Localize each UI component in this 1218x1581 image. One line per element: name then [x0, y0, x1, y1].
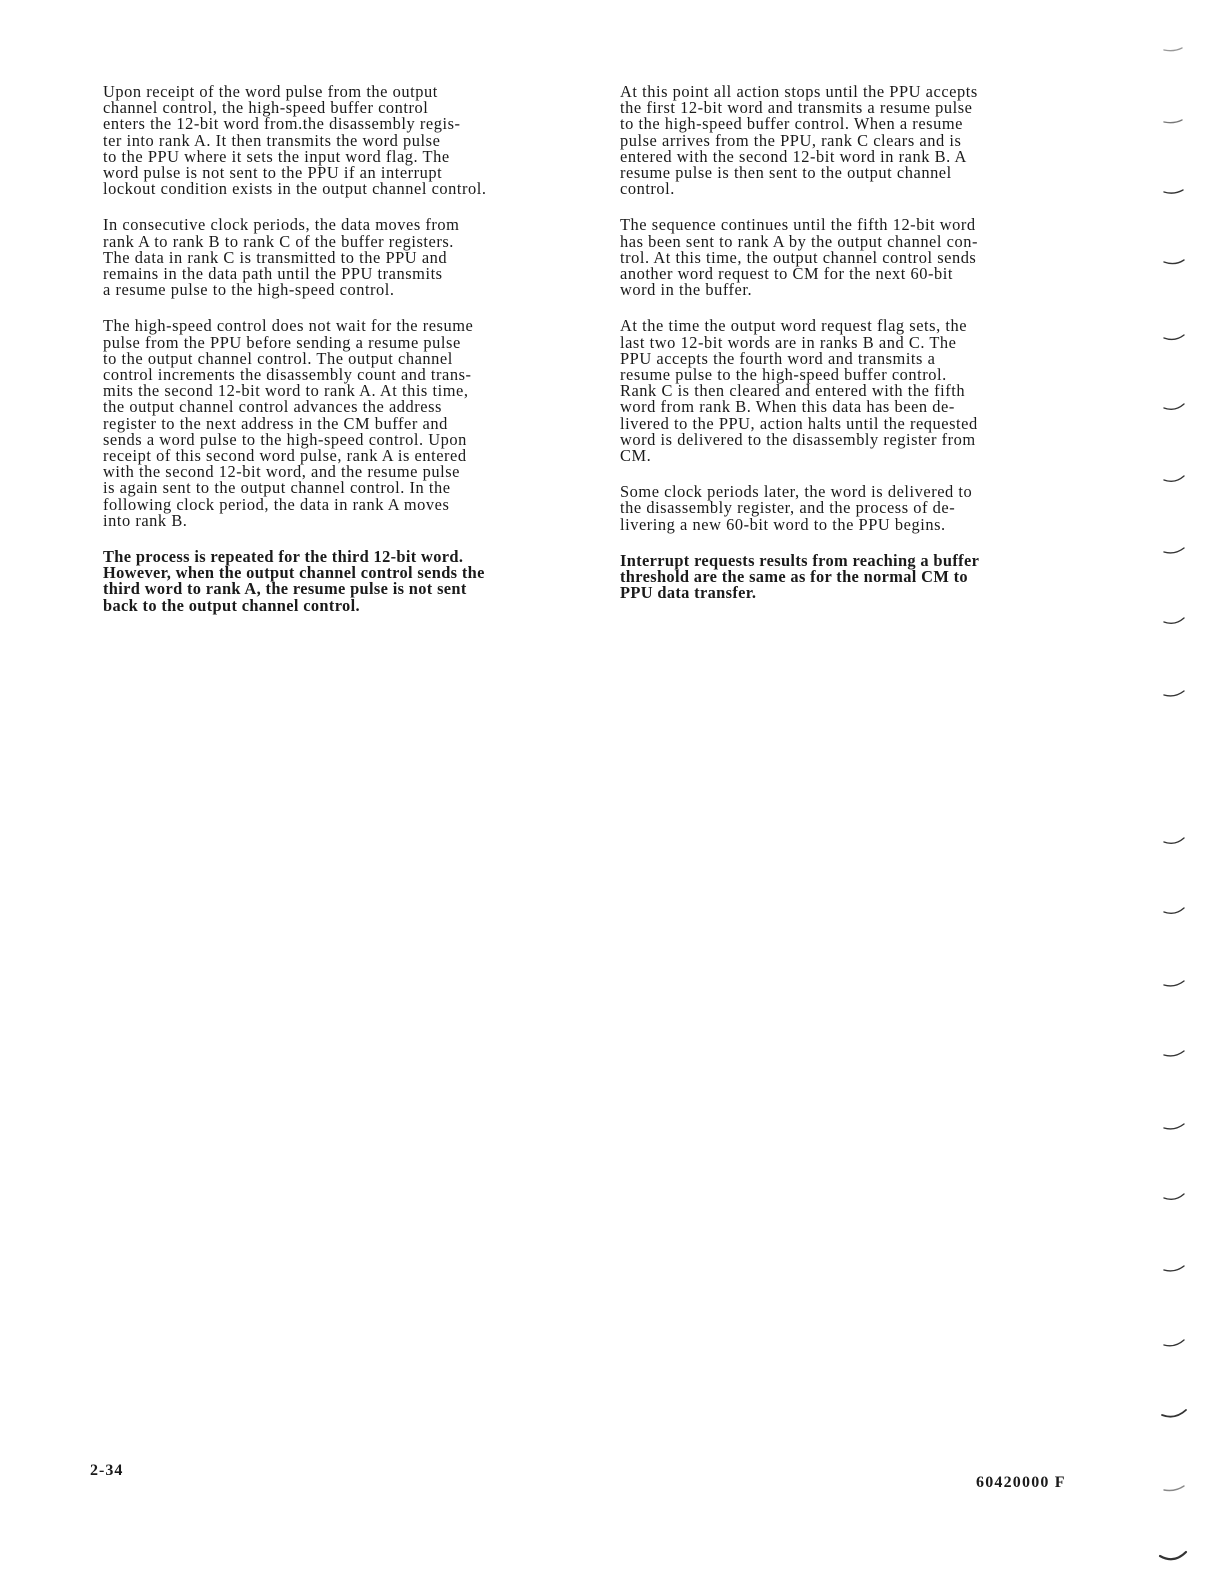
- text-line: into rank B.: [103, 510, 188, 530]
- binding-mark: [1164, 1486, 1184, 1491]
- binding-mark: [1164, 190, 1183, 193]
- text-line: At this point all action stops until the PPU accepts: [620, 82, 978, 101]
- text-line: word from rank B. When this data has been de-: [620, 397, 955, 417]
- binding-holes-decoration: [1148, 0, 1208, 1581]
- binding-mark: [1164, 1194, 1184, 1199]
- paragraph-action-stops: [620, 84, 1096, 197]
- paragraph-third-word: [103, 549, 589, 614]
- right-column: [620, 84, 1096, 621]
- paragraph-interrupt-requests: [620, 550, 1096, 603]
- text-line: The high-speed control does not wait for the resume: [103, 316, 474, 336]
- text-line: to the PPU where it sets the input word flag. The: [103, 146, 450, 166]
- text-line: The data in rank C is transmitted to the PPU and: [103, 247, 448, 267]
- text-line: control increments the disassembly count and trans-: [103, 365, 472, 385]
- text-line: In consecutive clock periods, the data moves from: [103, 215, 460, 235]
- text-line: rank A to rank B to rank C of the buffer registers.: [103, 231, 454, 251]
- text-line: sends a word pulse to the high-speed control. Upon: [103, 429, 467, 449]
- text-line: control.: [620, 179, 675, 199]
- text-line: has been sent to rank A by the output channel con-: [620, 231, 978, 251]
- text-line: the disassembly register, and the process of de-: [620, 498, 956, 518]
- text-line: The process is repeated for the third 12-bit word.: [103, 547, 464, 567]
- binding-mark: [1160, 1552, 1186, 1559]
- text-line: CM.: [620, 446, 652, 466]
- text-line: PPU accepts the fourth word and transmits a: [620, 348, 936, 368]
- text-line: is again sent to the output channel control. In the: [103, 478, 451, 498]
- binding-mark: [1164, 48, 1182, 51]
- binding-mark: [1164, 120, 1182, 123]
- binding-mark: [1164, 618, 1184, 623]
- text-line: the output channel control advances the address: [103, 397, 442, 417]
- text-line: receipt of this second word pulse, rank A is entered: [103, 446, 467, 466]
- binding-mark: [1164, 260, 1184, 264]
- binding-mark: [1164, 691, 1184, 696]
- text-line: At the time the output word request flag sets, the: [620, 316, 968, 336]
- paragraph-high-speed-control: [103, 318, 589, 529]
- text-line: third word to rank A, the resume pulse is not sent: [103, 579, 467, 599]
- text-line: a resume pulse to the high-speed control.: [103, 280, 395, 300]
- text-line: livered to the PPU, action halts until the requested: [620, 413, 978, 433]
- text-line: the first 12-bit word and transmits a resume pulse: [620, 98, 973, 118]
- text-line: enters the 12-bit word from.the disassembly regis-: [103, 114, 461, 134]
- text-line: to the output channel control. The output channel: [103, 348, 453, 368]
- text-line: The sequence continues until the fifth 12-bit word: [620, 215, 976, 235]
- text-line: Upon receipt of the word pulse from the output: [103, 82, 438, 101]
- paragraph-output-word-request: [620, 318, 1096, 464]
- text-line: mits the second 12-bit word to rank A. At this time,: [103, 381, 469, 401]
- text-line: Rank C is then cleared and entered with the fifth: [620, 381, 966, 401]
- text-line: However, when the output channel control sends the: [103, 563, 485, 583]
- text-line: resume pulse is then sent to the output channel: [620, 163, 952, 183]
- left-column: [103, 84, 589, 634]
- text-line: with the second 12-bit word, and the resume pulse: [103, 462, 460, 482]
- binding-mark: [1164, 404, 1184, 409]
- binding-mark: [1164, 335, 1184, 339]
- text-line: pulse arrives from the PPU, rank C clears and is: [620, 130, 962, 150]
- text-line: register to the next address in the CM buffer and: [103, 413, 448, 433]
- binding-mark: [1164, 1340, 1184, 1346]
- paragraph-clock-periods-later: [620, 484, 1096, 533]
- text-line: ter into rank A. It then transmits the word pulse: [103, 130, 441, 150]
- text-line: last two 12-bit words are in ranks B and C. The: [620, 332, 957, 352]
- text-line: Some clock periods later, the word is delivered to: [620, 482, 973, 502]
- paragraph-sequence-continues: [620, 217, 1096, 298]
- text-line: back to the output channel control.: [103, 595, 360, 615]
- paragraph-word-pulse-receipt: [103, 84, 589, 197]
- text-line: lockout condition exists in the output channel control.: [103, 179, 487, 199]
- binding-mark: [1164, 548, 1184, 553]
- document-number: 60420000 F: [976, 1474, 1066, 1491]
- text-line: word pulse is not sent to the PPU if an interrupt: [103, 163, 443, 183]
- binding-mark: [1164, 476, 1184, 481]
- text-line: pulse from the PPU before sending a resume pulse: [103, 332, 461, 352]
- text-line: PPU data transfer.: [620, 583, 757, 603]
- binding-mark: [1164, 908, 1184, 913]
- binding-mark: [1164, 1266, 1184, 1271]
- binding-mark: [1162, 1410, 1186, 1417]
- text-line: entered with the second 12-bit word in rank B. A: [620, 146, 967, 166]
- text-line: trol. At this time, the output channel control sends: [620, 247, 977, 267]
- text-line: Interrupt requests results from reaching a buffer: [620, 550, 980, 570]
- text-line: threshold are the same as for the normal CM to: [620, 567, 968, 587]
- binding-mark: [1164, 1124, 1184, 1129]
- text-line: to the high-speed buffer control. When a resume: [620, 114, 963, 134]
- text-line: another word request to CM for the next 60-bit: [620, 264, 954, 284]
- text-line: resume pulse to the high-speed buffer control.: [620, 365, 947, 385]
- text-line: remains in the data path until the PPU transmits: [103, 264, 443, 284]
- binding-mark: [1164, 981, 1184, 986]
- text-line: word in the buffer.: [620, 280, 753, 300]
- binding-mark: [1164, 1051, 1184, 1056]
- text-line: channel control, the high-speed buffer control: [103, 98, 429, 118]
- text-line: following clock period, the data in rank A moves: [103, 494, 450, 514]
- page-number: 2-34: [90, 1462, 124, 1479]
- text-line: word is delivered to the disassembly register from: [620, 429, 976, 449]
- binding-mark: [1164, 838, 1184, 843]
- paragraph-consecutive-clock-periods: [103, 217, 589, 298]
- text-line: livering a new 60-bit word to the PPU begins.: [620, 514, 946, 534]
